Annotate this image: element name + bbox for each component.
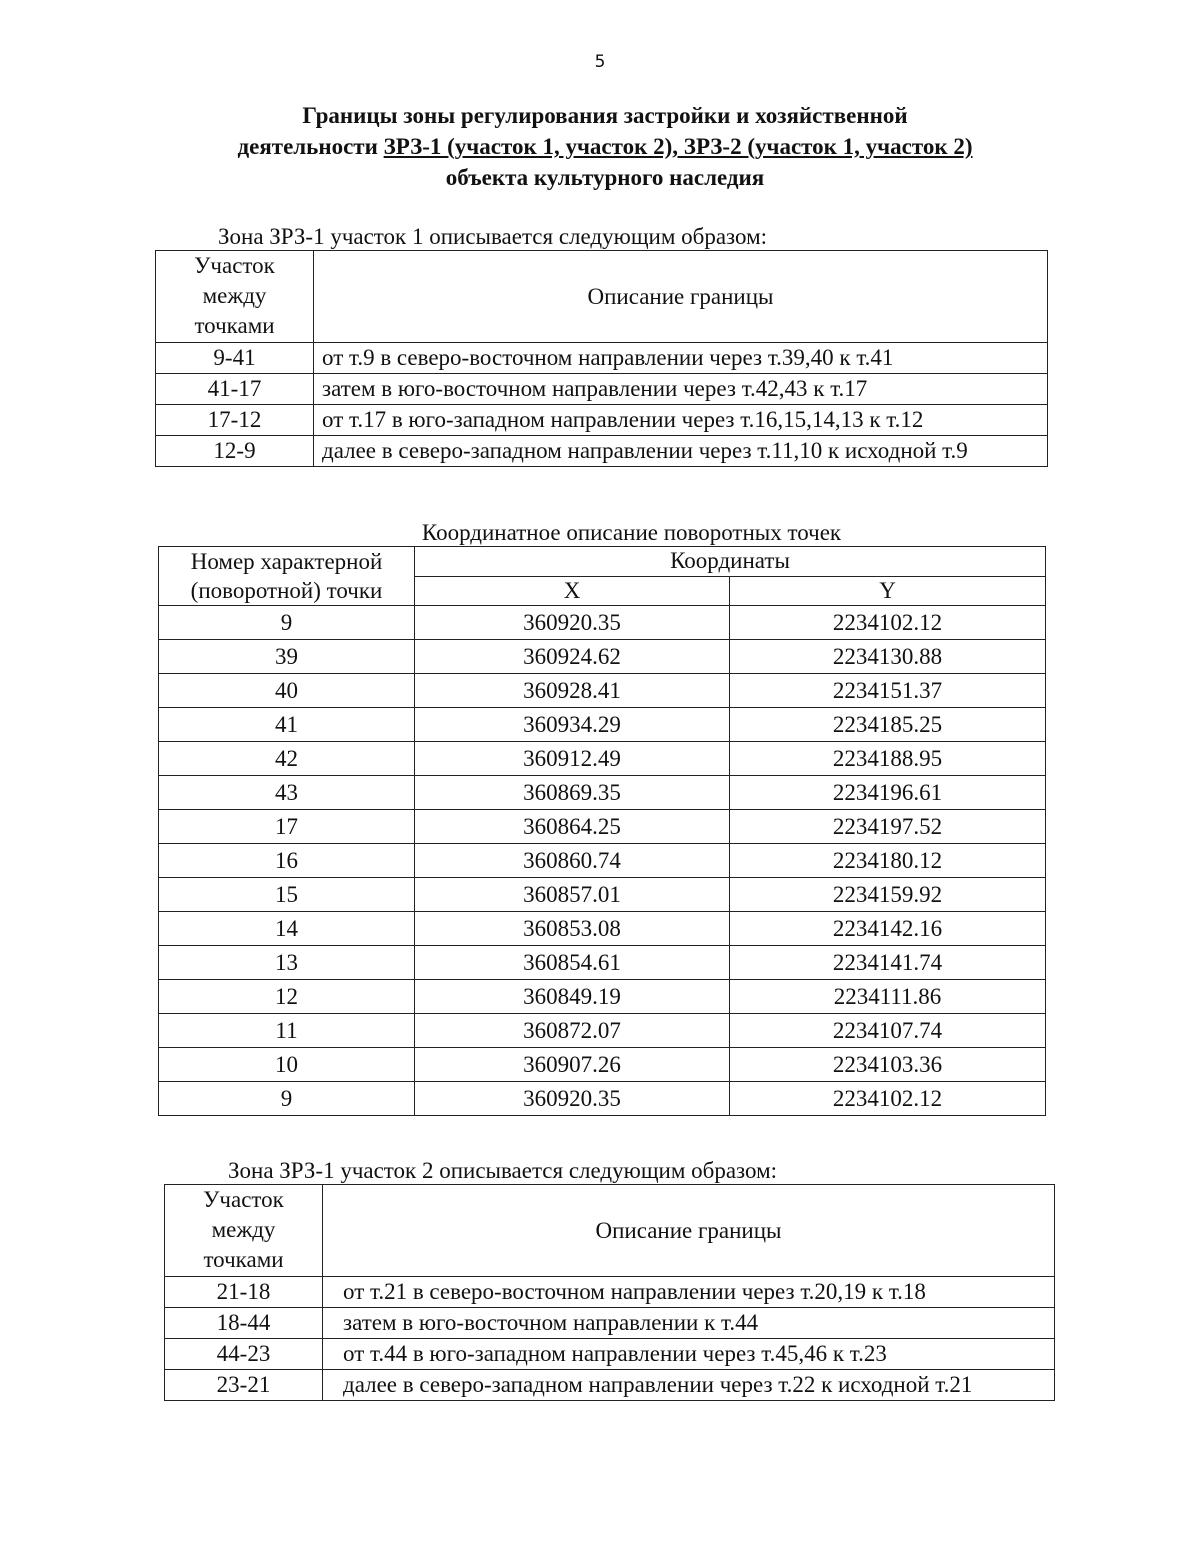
table-row bbox=[159, 674, 1046, 708]
y-cell: 2234102.12 bbox=[730, 1082, 1046, 1116]
section-cell: 18-44 bbox=[165, 1308, 323, 1339]
header-point-number: Номер характерной (поворотной) точки bbox=[159, 547, 415, 606]
x-cell: 360907.26 bbox=[415, 1048, 730, 1082]
y-cell: 2234130.88 bbox=[730, 640, 1046, 674]
x-cell: 360920.35 bbox=[415, 606, 730, 640]
table-row bbox=[159, 776, 1046, 810]
table-row bbox=[156, 405, 1048, 436]
x-cell: 360854.61 bbox=[415, 946, 730, 980]
zone2-caption: Зона ЗРЗ-1 участок 2 описывается следующим образом: bbox=[228, 1158, 778, 1183]
section-cell: 23-21 bbox=[165, 1370, 323, 1401]
description-cell: от т.9 в северо-восточном направлении через т.39,40 к т.41 bbox=[314, 343, 1048, 374]
y-cell: 2234159.92 bbox=[730, 878, 1046, 912]
table-row bbox=[156, 374, 1048, 405]
x-cell: 360864.25 bbox=[415, 810, 730, 844]
section-cell: 21-18 bbox=[165, 1277, 323, 1308]
point-cell: 17 bbox=[159, 810, 415, 844]
x-cell: 360920.35 bbox=[415, 1082, 730, 1116]
header-y: Y bbox=[730, 576, 1046, 606]
x-cell: 360924.62 bbox=[415, 640, 730, 674]
table-row bbox=[159, 912, 1046, 946]
y-cell: 2234103.36 bbox=[730, 1048, 1046, 1082]
y-cell: 2234185.25 bbox=[730, 708, 1046, 742]
table-header-row bbox=[159, 547, 1046, 577]
table-row bbox=[159, 1048, 1046, 1082]
x-cell: 360853.08 bbox=[415, 912, 730, 946]
x-cell: 360928.41 bbox=[415, 674, 730, 708]
point-cell: 42 bbox=[159, 742, 415, 776]
description-cell: от т.21 в северо-восточном направлении через т.20,19 к т.18 bbox=[323, 1277, 1055, 1308]
page-number: 5 bbox=[594, 52, 606, 72]
heading-line-1: Границы зоны регулирования застройки и хозяйственной bbox=[302, 103, 908, 128]
description-cell: от т.44 в юго-западном направлении через т.45,46 к т.23 bbox=[323, 1339, 1055, 1370]
heading-line-2 bbox=[120, 131, 1090, 162]
point-cell: 40 bbox=[159, 674, 415, 708]
heading-line-2-prefix: деятельности bbox=[237, 134, 384, 159]
section-cell: 12-9 bbox=[156, 436, 314, 467]
description-cell: далее в северо-западном направлении через т.11,10 к исходной т.9 bbox=[314, 436, 1048, 467]
x-cell: 360849.19 bbox=[415, 980, 730, 1014]
table-row bbox=[156, 436, 1048, 467]
y-cell: 2234102.12 bbox=[730, 606, 1046, 640]
point-cell: 10 bbox=[159, 1048, 415, 1082]
y-cell: 2234141.74 bbox=[730, 946, 1046, 980]
point-cell: 11 bbox=[159, 1014, 415, 1048]
header-description: Описание границы bbox=[323, 1185, 1055, 1277]
x-cell: 360912.49 bbox=[415, 742, 730, 776]
point-cell: 13 bbox=[159, 946, 415, 980]
description-cell: далее в северо-западном направлении через т.22 к исходной т.21 bbox=[323, 1370, 1055, 1401]
table-row bbox=[159, 708, 1046, 742]
section-cell: 17-12 bbox=[156, 405, 314, 436]
table-header-row bbox=[165, 1185, 1055, 1277]
table-row bbox=[159, 640, 1046, 674]
table-row bbox=[159, 844, 1046, 878]
y-cell: 2234188.95 bbox=[730, 742, 1046, 776]
header-x: X bbox=[415, 576, 730, 606]
table-header-row bbox=[156, 251, 1048, 343]
point-cell: 9 bbox=[159, 606, 415, 640]
zone1-caption: Зона ЗРЗ-1 участок 1 описывается следующим образом: bbox=[218, 224, 768, 249]
point-cell: 15 bbox=[159, 878, 415, 912]
table-row bbox=[159, 606, 1046, 640]
y-cell: 2234180.12 bbox=[730, 844, 1046, 878]
table-row bbox=[165, 1277, 1055, 1308]
header-section: Участок между точками bbox=[156, 251, 314, 343]
point-cell: 43 bbox=[159, 776, 415, 810]
zone1-boundary-table bbox=[155, 250, 1048, 467]
table-row bbox=[159, 810, 1046, 844]
header-coordinates: Координаты bbox=[415, 547, 1046, 577]
table-row bbox=[165, 1339, 1055, 1370]
point-cell: 41 bbox=[159, 708, 415, 742]
table-row bbox=[159, 1014, 1046, 1048]
x-cell: 360860.74 bbox=[415, 844, 730, 878]
coords-caption: Координатное описание поворотных точек bbox=[421, 520, 842, 545]
y-cell: 2234197.52 bbox=[730, 810, 1046, 844]
header-description: Описание границы bbox=[314, 251, 1048, 343]
point-cell: 14 bbox=[159, 912, 415, 946]
y-cell: 2234151.37 bbox=[730, 674, 1046, 708]
zone2-boundary-table bbox=[164, 1184, 1055, 1401]
header-section: Участок между точками bbox=[165, 1185, 323, 1277]
description-cell: затем в юго-восточном направлении через т.42,43 к т.17 bbox=[314, 374, 1048, 405]
point-cell: 9 bbox=[159, 1082, 415, 1116]
point-cell: 16 bbox=[159, 844, 415, 878]
y-cell: 2234142.16 bbox=[730, 912, 1046, 946]
section-cell: 44-23 bbox=[165, 1339, 323, 1370]
description-cell: от т.17 в юго-западном направлении через т.16,15,14,13 к т.12 bbox=[314, 405, 1048, 436]
heading-zones-underlined: ЗРЗ-1 (участок 1, участок 2), ЗРЗ-2 (участок 1, участок 2) bbox=[383, 134, 973, 159]
point-cell: 12 bbox=[159, 980, 415, 1014]
x-cell: 360869.35 bbox=[415, 776, 730, 810]
table-row bbox=[165, 1370, 1055, 1401]
y-cell: 2234111.86 bbox=[730, 980, 1046, 1014]
heading-line-3: объекта культурного наследия bbox=[445, 165, 765, 190]
table-row bbox=[165, 1308, 1055, 1339]
table-row bbox=[159, 878, 1046, 912]
table-row bbox=[159, 980, 1046, 1014]
description-cell: затем в юго-восточном направлении к т.44 bbox=[323, 1308, 1055, 1339]
x-cell: 360872.07 bbox=[415, 1014, 730, 1048]
coordinates-table bbox=[158, 546, 1046, 1116]
y-cell: 2234107.74 bbox=[730, 1014, 1046, 1048]
table-row bbox=[159, 946, 1046, 980]
table-row bbox=[159, 742, 1046, 776]
section-cell: 9-41 bbox=[156, 343, 314, 374]
table-row bbox=[156, 343, 1048, 374]
table-row bbox=[159, 1082, 1046, 1116]
section-cell: 41-17 bbox=[156, 374, 314, 405]
document-heading bbox=[120, 100, 1090, 193]
x-cell: 360857.01 bbox=[415, 878, 730, 912]
point-cell: 39 bbox=[159, 640, 415, 674]
y-cell: 2234196.61 bbox=[730, 776, 1046, 810]
x-cell: 360934.29 bbox=[415, 708, 730, 742]
